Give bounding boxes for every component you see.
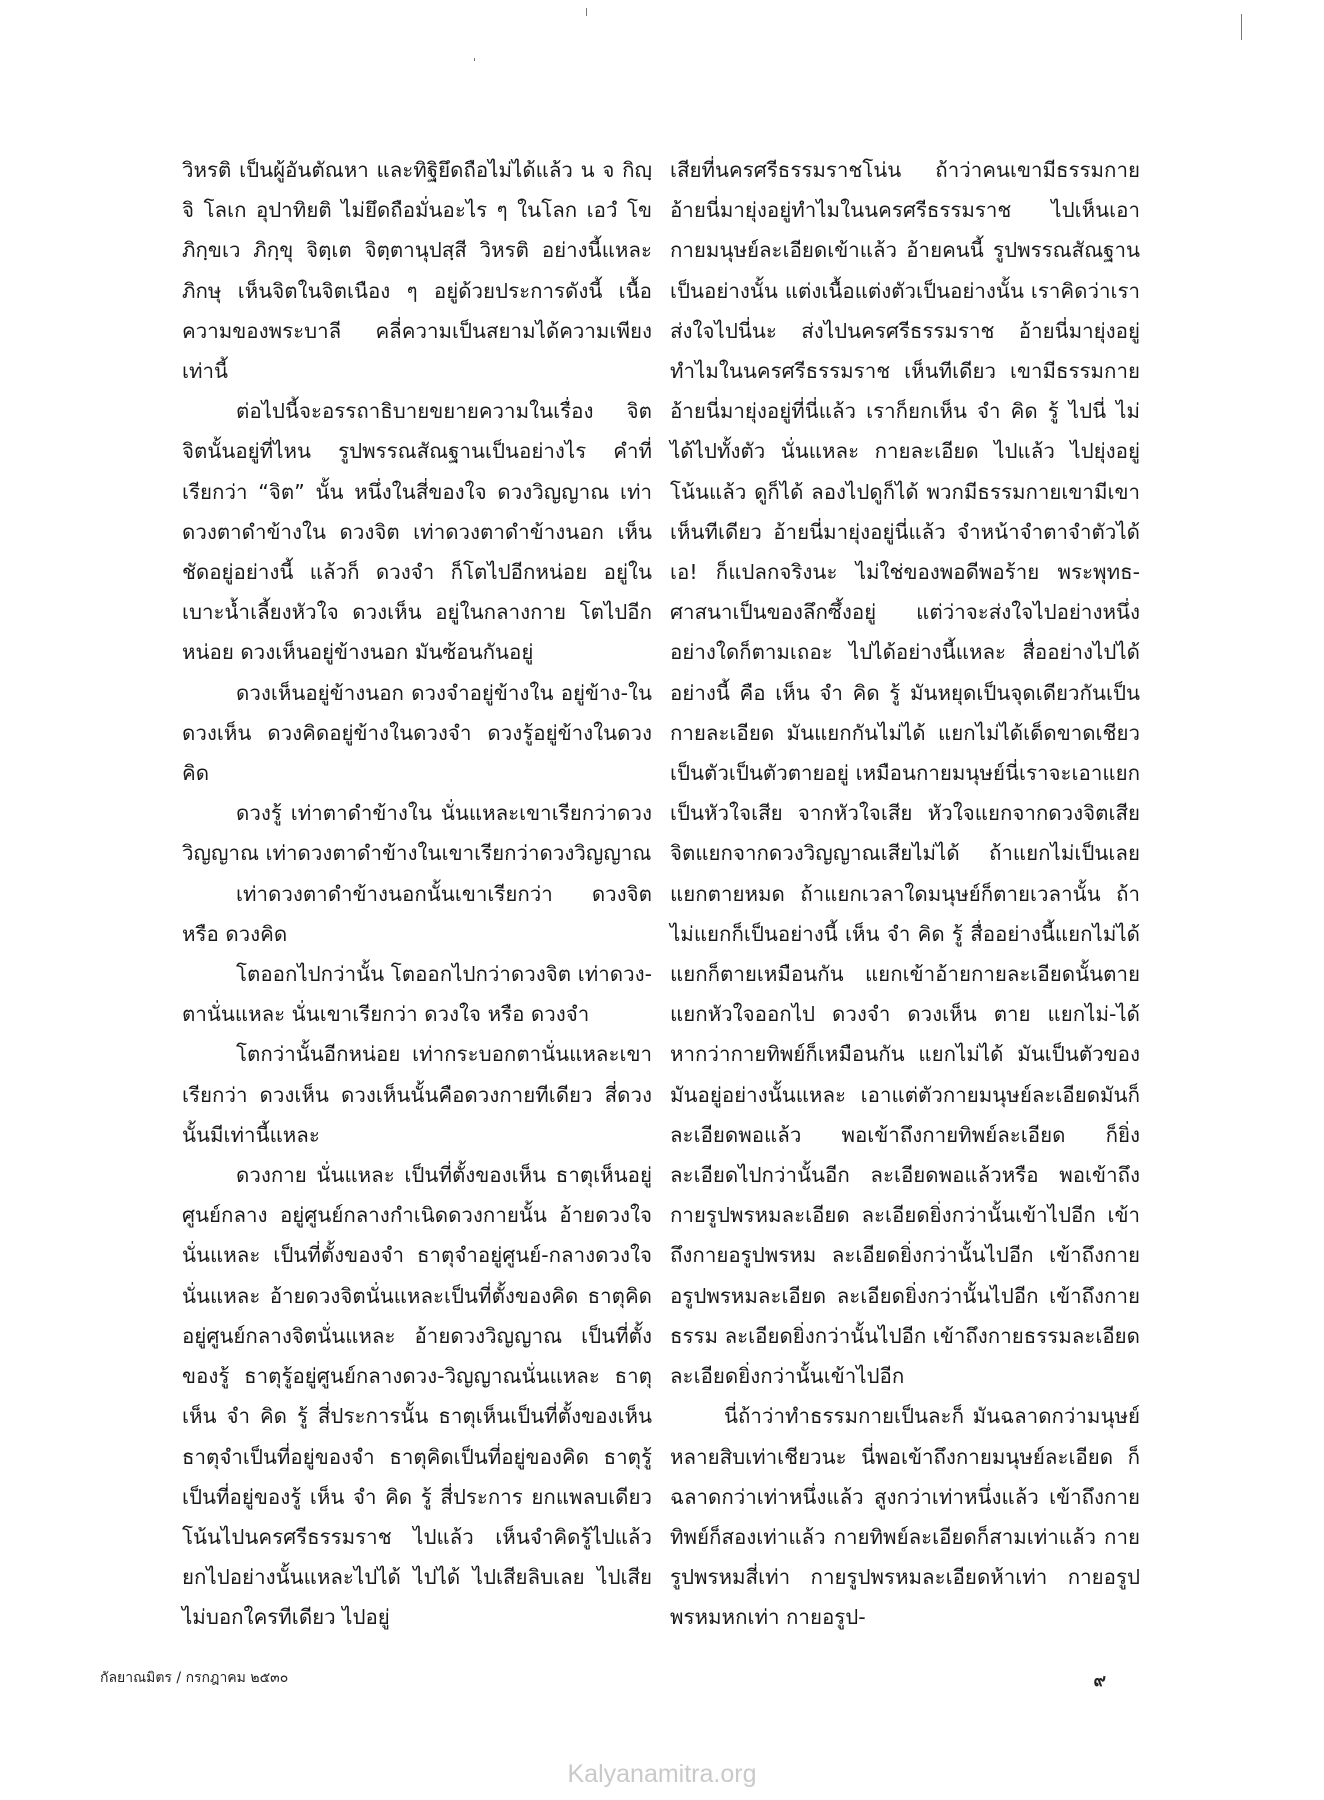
journal-name: กัลยาณมิตร / กรกฎาคม ๒๕๓๐ <box>100 1670 289 1686</box>
paragraph: ดวงเห็นอยู่ข้างนอก ดวงจำอยู่ข้างใน อยู่ข้าง-ในดวงเห็น ดวงคิดอยู่ข้างในดวงจำ ดวงรู้อยู่ข้างในดวงคิด <box>182 680 652 786</box>
paragraph: ต่อไปนี้จะอรรถาธิบายขยายความในเรื่อง จิต จิตนั้นอยู่ที่ไหน รูปพรรณสัณฐานเป็นอย่างไร คำที่เรียกว่า “จิต” นั้น หนึ่งในสี่ของใจ ดวงวิญญาณ เท่าดวงตาดำข้างใน ดวงจิต เท่าดวงตาดำข้างนอก เห็นชัดอยู่อย่างนี้ แล้วก็ ดวงจำ ก็โตไปอีกหน่อย อยู่ในเบาะน้ำเลี้ยงหัวใจ ดวงเห็น อยู่ในกลางกาย โตไปอีกหน่อย ดวงเห็นอยู่ข้างนอก มันซ้อนกันอยู่ <box>182 399 652 665</box>
scan-mark <box>474 58 475 61</box>
scan-mark <box>586 8 587 16</box>
paragraph: นี่ถ้าว่าทำธรรมกายเป็นละก็ มันฉลาดกว่ามนุษย์หลายสิบเท่าเชียวนะ นี่พอเข้าถึงกายมนุษย์ละเอียด ก็ฉลาดกว่าเท่าหนึ่งแล้ว สูงกว่าเท่าหนึ่งแล้ว เข้าถึงกายทิพย์ก็สองเท่าแล้ว กายทิพย์ละเอียดก็สามเท่าแล้ว กายรูปพรหมสี่เท่า กายรูปพรหมละเอียดห้าเท่า กายอรูปพรหมหกเท่า กายอรูป- <box>670 1404 1140 1630</box>
right-column <box>670 150 1140 1638</box>
paragraph: ดวงรู้ เท่าตาดำข้างใน นั่นแหละเขาเรียกว่าดวงวิญญาณ เท่าดวงตาดำข้างในเขาเรียกว่าดวงวิญญาณ <box>182 801 652 866</box>
paragraph: โตกว่านั้นอีกหน่อย เท่ากระบอกตานั่นแหละเขาเรียกว่า ดวงเห็น ดวงเห็นนั้นคือดวงกายทีเดียว สี่ดวงนั้นมีเท่านี้แหละ <box>182 1042 652 1147</box>
watermark: Kalyanamitra.org <box>567 1760 757 1788</box>
left-column <box>182 150 652 1638</box>
scan-mark <box>1241 14 1242 40</box>
paragraph: เสียที่นครศรีธรรมราชโน่น ถ้าว่าคนเขามีธรรมกาย อ้ายนี่มายุ่งอยู่ทำไมในนครศรีธรรมราช ไปเห็นเอากายมนุษย์ละเอียดเข้าแล้ว อ้ายคนนี้ รูปพรรณสัณฐานเป็นอย่างนั้น แต่งเนื้อแต่งตัวเป็นอย่างนั้น เราคิดว่าเราส่งใจไปนี่นะ ส่งไปนครศรีธรรมราช อ้ายนี่มายุ่งอยู่ทำไมในนครศรีธรรมราช เห็นทีเดียว เขามีธรรมกาย อ้ายนี่มายุ่งอยู่ที่นี่แล้ว เราก็ยกเห็น จำ คิด รู้ ไปนี่ ไม่ได้ไปทั้งตัว นั่นแหละ กายละเอียด ไปแล้ว ไปยุ่งอยู่โน้นแล้ว ดูก็ได้ ลองไปดูก็ได้ พวกมีธรรมกายเขามีเขาเห็นทีเดียว อ้ายนี่มายุ่งอยู่นี่แล้ว จำหน้าจำตาจำตัวได้ เอ! ก็แปลกจริงนะ ไม่ใช่ของพอดีพอร้าย พระพุทธ-ศาสนาเป็นของลึกซึ้งอยู่ แต่ว่าจะส่งใจไปอย่างหนึ่งอย่างใดก็ตามเถอะ ไปได้อย่างนี้แหละ สื่ออย่างไปได้อย่างนี้ คือ เห็น จำ คิด รู้ มันหยุดเป็นจุดเดียวกันเป็นกายละเอียด มันแยกกันไม่ได้ แยกไม่ได้เด็ดขาดเชียว เป็นตัวเป็นตัวตายอยู่ เหมือนกายมนุษย์นี่เราจะเอาแยกเป็นหัวใจเสีย จากหัวใจเสีย หัวใจแยกจากดวงจิตเสีย จิตแยกจากดวงวิญญาณเสียไม่ได้ ถ้าแยกไม่เป็นเลย แยกตายหมด ถ้าแยกเวลาใดมนุษย์ก็ตายเวลานั้น ถ้าไม่แยกก็เป็นอย่างนี้ เห็น จำ คิด รู้ สื่ออย่างนี้แยกไม่ได้ แยกก็ตายเหมือนกัน แยกเข้าอ้ายกายละเอียดนั้นตาย แยกหัวใจออกไป ดวงจำ ดวงเห็น ตาย แยกไม่-ได้ หากว่ากายทิพย์ก็เหมือนกัน แยกไม่ได้ มันเป็นตัวของมันอยู่อย่างนั้นแหละ เอาแต่ตัวกายมนุษย์ละเอียดมันก็ละเอียดพอแล้ว พอเข้าถึงกายทิพย์ละเอียด ก็ยิ่งละเอียดไปกว่านั้นอีก ละเอียดพอแล้วหรือ พอเข้าถึงกายรูปพรหมละเอียด ละเอียดยิ่งกว่านั้นเข้าไปอีก เข้าถึงกายอรูปพรหม ละเอียดยิ่งกว่านั้นไปอีก เข้าถึงกายอรูปพรหมละเอียด ละเอียดยิ่งกว่านั้นไปอีก เข้าถึงกายธรรม ละเอียดยิ่งกว่านั้นไปอีก เข้าถึงกายธรรมละเอียด ละเอียดยิ่งกว่านั้นเข้าไปอีก <box>670 158 1140 1389</box>
paragraph: เท่าดวงตาดำข้างนอกนั้นเขาเรียกว่า ดวงจิต หรือ ดวงคิด <box>182 881 652 946</box>
paragraph: วิหรติ เป็นผู้อันตัณหา และทิฐิยึดถือไม่ได้แล้ว น จ กิญฺจิ โลเก อุปาทิยติ ไม่ยึดถือมั่นอะไร ๆ ในโลก เอวํ โข ภิกฺขเว ภิกฺขุ จิตฺเต จิตฺตานุปสฺสี วิหรติ อย่างนี้แหละภิกษุ เห็นจิตในจิตเนือง ๆ อยู่ด้วยประการดังนี้ เนื้อความของพระบาลี คลี่ความเป็นสยามได้ความเพียงเท่านี้ <box>182 158 652 384</box>
page-number: ๙ <box>1093 1671 1106 1691</box>
paragraph: โตออกไปกว่านั้น โตออกไปกว่าดวงจิต เท่าดวง-ตานั่นแหละ นั่นเขาเรียกว่า ดวงใจ หรือ ดวงจำ <box>182 962 652 1027</box>
paragraph: ดวงกาย นั่นแหละ เป็นที่ตั้งของเห็น ธาตุเห็นอยู่ศูนย์กลาง อยู่ศูนย์กลางกำเนิดดวงกายนั้น อ้ายดวงใจนั่นแหละ เป็นที่ตั้งของจำ ธาตุจำอยู่ศูนย์-กลางดวงใจนั่นแหละ อ้ายดวงจิตนั่นแหละเป็นที่ตั้งของคิด ธาตุคิดอยู่ศูนย์กลางจิตนั่นแหละ อ้ายดวงวิญญาณ เป็นที่ตั้งของรู้ ธาตุรู้อยู่ศูนย์กลางดวง-วิญญาณนั่นแหละ ธาตุเห็น จำ คิด รู้ สี่ประการนั้น ธาตุเห็นเป็นที่ตั้งของเห็น ธาตุจำเป็นที่อยู่ของจำ ธาตุคิดเป็นที่อยู่ของคิด ธาตุรู้เป็นที่อยู่ของรู้ เห็น จำ คิด รู้ สี่ประการ ยกแพลบเดียวโน้นไปนครศรีธรรมราช ไปแล้ว เห็นจำคิดรู้ไปแล้ว ยกไปอย่างนั้นแหละไปได้ ไปได้ ไปเสียลิบเลย ไปเสียไม่บอกใครทีเดียว ไปอยู่ <box>182 1163 652 1630</box>
